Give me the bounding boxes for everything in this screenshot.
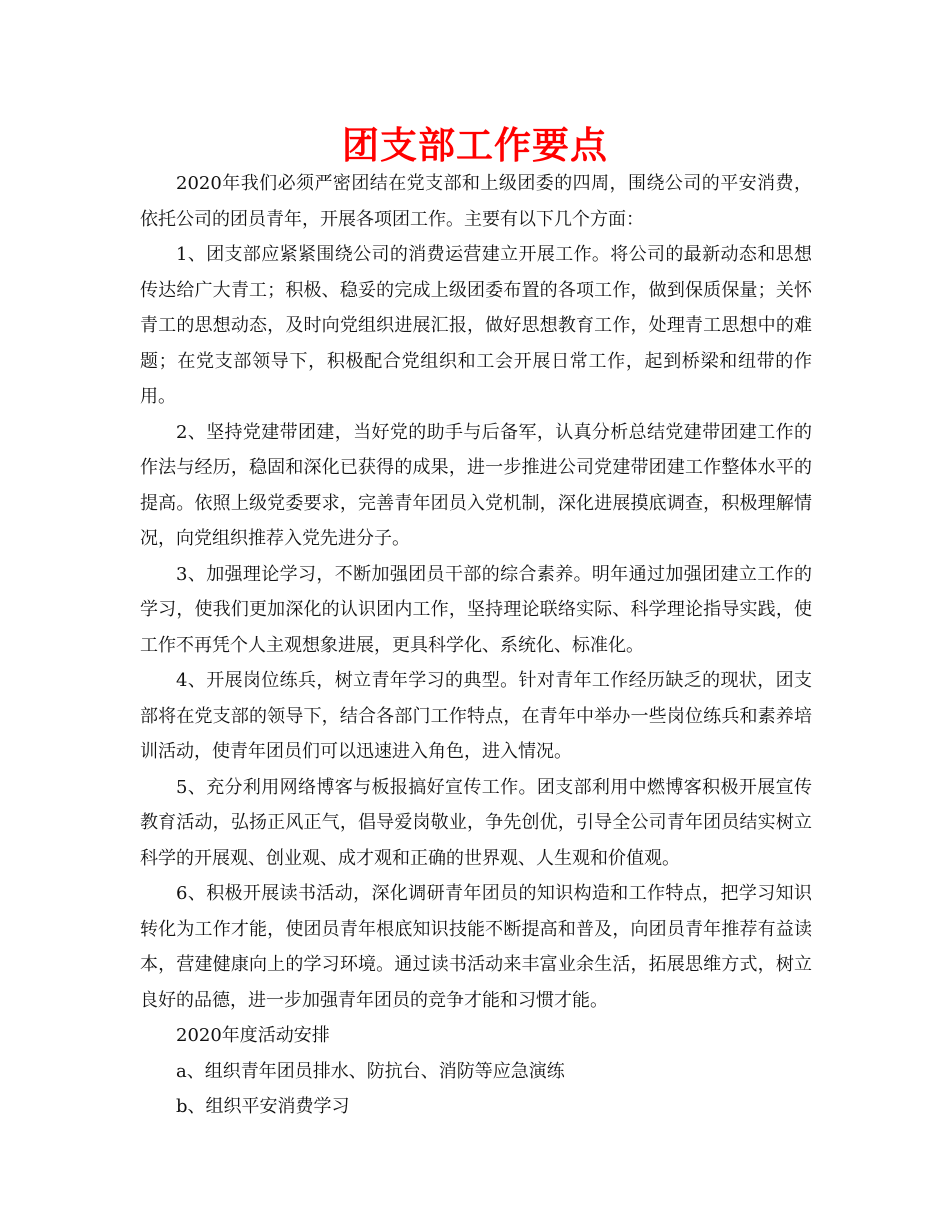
paragraph-item-2: 2、坚持党建带团建，当好党的助手与后备军，认真分析总结党建带团建工作的作法与经历，稳固和深化已获得的成果，进一步推进公司党建带团建工作整体水平的提高。依照上级党委要求，完善青年团员入党机制，深化进展摸底调查，积极理解情况，向党组织推荐入党先进分子。	[140, 421, 812, 549]
paragraph-item-5: 5、充分利用网络博客与板报搞好宣传工作。团支部利用中燃博客积极开展宣传教育活动，弘扬正风正气，倡导爱岗敬业，争先创优，引导全公司青年团员结实树立科学的开展观、创业观、成才观和正确的世界观、人生观和价值观。	[140, 776, 812, 869]
document-body	[140, 166, 812, 1125]
schedule-heading: 2020年度活动安排	[176, 1025, 330, 1046]
paragraph-intro: 2020年我们必须严密团结在党支部和上级团委的四周，围绕公司的平安消费，依托公司的团员青年，开展各项团工作。主要有以下几个方面：	[140, 173, 812, 230]
schedule-item-b: b、组织平安消费学习	[176, 1096, 350, 1117]
paragraph-item-1: 1、团支部应紧紧围绕公司的消费运营建立开展工作。将公司的最新动态和思想传达给广大青工；积极、稳妥的完成上级团委布置的各项工作，做到保质保量；关怀青工的思想动态，及时向党组织进展汇报，做好思想教育工作，处理青工思想中的难题；在党支部领导下，积极配合党组织和工会开展日常工作，起到桥梁和纽带的作用。	[140, 244, 812, 407]
document-title: 团支部工作要点	[342, 124, 608, 167]
schedule-item-a: a、组织青年团员排水、防抗台、消防等应急演练	[176, 1060, 565, 1082]
paragraph-item-3: 3、加强理论学习，不断加强团员干部的综合素养。明年通过加强团建立工作的学习，使我们更加深化的认识团内工作，坚持理论联络实际、科学理论指导实践，使工作不再凭个人主观想象进展，更具科学化、系统化、标准化。	[140, 563, 812, 656]
paragraph-item-6: 6、积极开展读书活动，深化调研青年团员的知识构造和工作特点，把学习知识转化为工作才能，使团员青年根底知识技能不断提高和普及，向团员青年推荐有益读本，营建健康向上的学习环境。通过读书活动来丰富业余生活，拓展思维方式，树立良好的品德，进一步加强青年团员的竞争才能和习惯才能。	[140, 883, 812, 1011]
paragraph-item-4: 4、开展岗位练兵，树立青年学习的典型。针对青年工作经历缺乏的现状，团支部将在党支部的领导下，结合各部门工作特点，在青年中举办一些岗位练兵和素养培训活动，使青年团员们可以迅速进入角色，进入情况。	[140, 670, 812, 762]
